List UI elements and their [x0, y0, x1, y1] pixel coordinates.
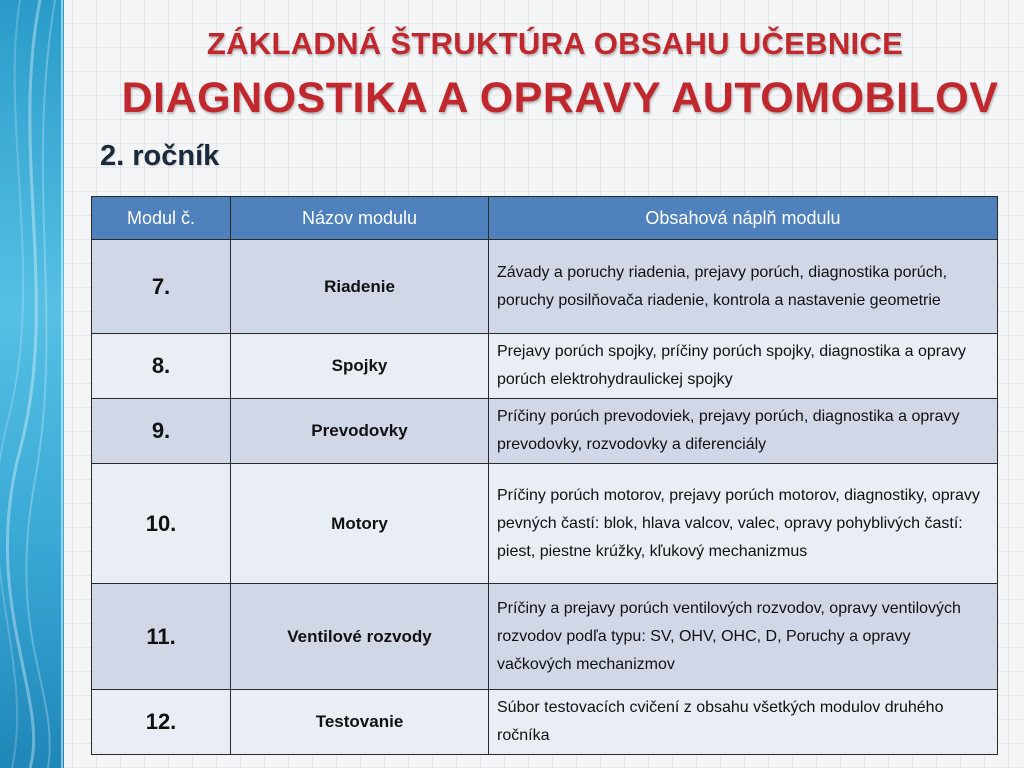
module-number: 11.	[92, 584, 231, 690]
module-name: Riadenie	[231, 240, 489, 334]
module-number: 8.	[92, 334, 231, 399]
module-number: 12.	[92, 690, 231, 755]
module-content: Súbor testovacích cvičení z obsahu všetkých modulov druhého ročníka	[489, 690, 998, 755]
subtitle: 2. ročník	[100, 140, 220, 172]
modules-table	[91, 196, 998, 755]
column-header-name: Názov modulu	[231, 197, 489, 240]
module-content: Príčiny porúch prevodoviek, prejavy porúch, diagnostika a opravy prevodovky, rozvodovky a diferenciály	[489, 399, 998, 464]
column-header-content: Obsahová náplň modulu	[489, 197, 998, 240]
decorative-side-band	[0, 0, 64, 768]
module-name: Motory	[231, 464, 489, 584]
page-title-line-2: DIAGNOSTIKA A OPRAVY AUTOMOBILOV	[121, 74, 999, 122]
module-content: Príčiny a prejavy porúch ventilových rozvodov, opravy ventilových rozvodov podľa typu: SV, OHV, OHC, D, Poruchy a opravy vačkových mechanizmov	[489, 584, 998, 690]
table-row	[92, 464, 998, 584]
module-number: 7.	[92, 240, 231, 334]
table-row	[92, 584, 998, 690]
module-name: Ventilové rozvody	[231, 584, 489, 690]
table-header-row	[92, 197, 998, 240]
table-row	[92, 334, 998, 399]
module-content: Príčiny porúch motorov, prejavy porúch motorov, diagnostiky, opravy pevných častí: blok, hlava valcov, valec, opravy pohyblivých častí: piest, piestne krúžky, kľukový mechanizmus	[489, 464, 998, 584]
module-name: Spojky	[231, 334, 489, 399]
table-row	[92, 690, 998, 755]
module-content: Prejavy porúch spojky, príčiny porúch spojky, diagnostika a opravy porúch elektrohydraulickej spojky	[489, 334, 998, 399]
module-number: 10.	[92, 464, 231, 584]
module-number: 9.	[92, 399, 231, 464]
table-row	[92, 240, 998, 334]
module-name: Prevodovky	[231, 399, 489, 464]
module-content: Závady a poruchy riadenia, prejavy porúch, diagnostika porúch, poruchy posilňovača riadenie, kontrola a nastavenie geometrie	[489, 240, 998, 334]
module-name: Testovanie	[231, 690, 489, 755]
wave-pattern-icon	[0, 0, 64, 768]
column-header-number: Modul č.	[92, 197, 231, 240]
table-row	[92, 399, 998, 464]
page-title-line-1: ZÁKLADNÁ ŠTRUKTÚRA OBSAHU UČEBNICE	[206, 26, 904, 61]
